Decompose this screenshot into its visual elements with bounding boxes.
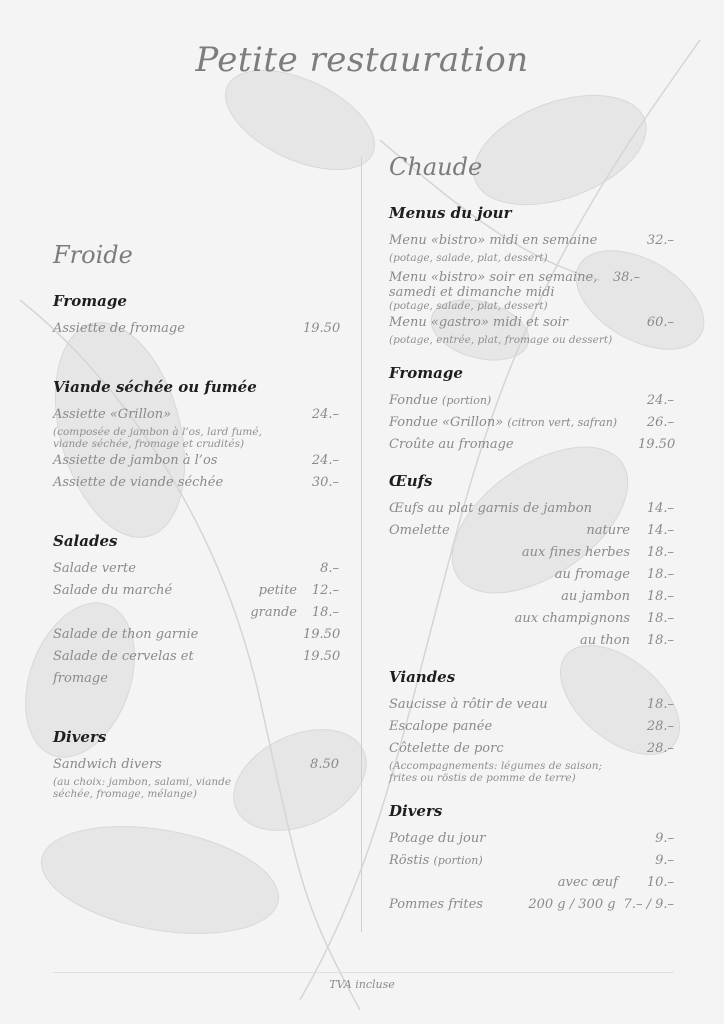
menu-item: [389, 390, 674, 412]
section-heading: Fromage: [53, 292, 127, 310]
item-name: Sandwich divers: [53, 757, 162, 772]
item-name: Croûte au fromage: [389, 437, 514, 452]
menu-item: [389, 694, 674, 716]
omelette-option: au thon: [579, 633, 630, 648]
item-price: 18.–: [311, 605, 339, 620]
item-name: Assiette «Grillon»: [53, 407, 172, 422]
item-name: Saucisse à rôtir de veau: [389, 697, 548, 712]
item-note: (potage, entrée, plat, fromage ou dessert): [389, 334, 613, 346]
menu-item: [389, 738, 674, 760]
item-price: 30.–: [311, 475, 339, 490]
omelette-option: aux champignons: [514, 611, 630, 626]
omelette-option: au jambon: [561, 589, 630, 604]
section-heading: Salades: [53, 532, 118, 550]
item-price: 14.–: [646, 501, 674, 516]
item-name: Röstis (portion): [389, 853, 483, 868]
menu-item: [389, 542, 674, 564]
item-portion: (portion): [442, 394, 492, 407]
item-price: 28.–: [646, 719, 674, 734]
item-name: Fondue (portion): [389, 393, 492, 408]
item-price: 12.–: [311, 583, 339, 598]
item-price: 7.– / 9.–: [623, 897, 674, 912]
menu-item: [53, 624, 339, 646]
item-name: Escalope panée: [389, 719, 493, 734]
item-price: 8.50: [310, 757, 339, 772]
menu-item: [389, 412, 674, 434]
menu-item: [389, 872, 674, 894]
item-name: Salade de cervelas et fromage: [53, 649, 194, 686]
menu-item: [389, 586, 674, 608]
menu-item: [389, 828, 674, 850]
menu-item: [389, 520, 674, 542]
item-price: 8.–: [320, 561, 339, 576]
item-price: 18.–: [646, 545, 674, 560]
item-name: Assiette de jambon à l’os: [53, 453, 218, 468]
item-price: 24.–: [646, 393, 674, 408]
hot-title: Chaude: [389, 153, 483, 181]
section-heading: Œufs: [389, 472, 433, 490]
menu-item: [53, 472, 339, 494]
menu-item: [53, 580, 339, 602]
menu-item: [389, 894, 674, 916]
item-price: 19.50: [303, 627, 341, 642]
section-heading: Viande séchée ou fumée: [53, 378, 257, 396]
section-cold-divers: [53, 726, 339, 800]
cold-column: [53, 238, 339, 800]
section-hot-divers: [389, 800, 674, 916]
item-note: (Accompagnements: légumes de saison; frites ou röstis de pomme de terre): [389, 760, 603, 784]
section-cold-salades: [53, 530, 339, 690]
item-note: (composée de jambon à l’os, lard fumé, viande séchée, fromage et crudités): [53, 426, 262, 450]
section-heading: Divers: [53, 728, 107, 746]
section-heading: Menus du jour: [389, 204, 512, 222]
item-price: 9.–: [655, 831, 674, 846]
item-note: (au choix: jambon, salami, viande séchée, fromage, mélange): [53, 776, 232, 800]
menu-item: [389, 498, 674, 520]
item-price: 19.50: [303, 321, 341, 336]
menu-item: [53, 646, 339, 690]
item-note: (potage, salade, plat, dessert): [389, 300, 548, 312]
section-cold-viande: [53, 376, 339, 494]
item-portion: (citron vert, safran): [507, 416, 618, 429]
menu-item: [389, 850, 674, 872]
menu-item: [389, 716, 674, 738]
column-divider: [361, 157, 362, 932]
item-price: 26.–: [646, 415, 674, 430]
menu-item: [53, 558, 339, 580]
footer-tva: TVA incluse: [329, 978, 395, 991]
item-name: Fondue «Grillon» (citron vert, safran): [389, 415, 618, 430]
section-heading: Fromage: [389, 364, 463, 382]
item-price: 18.–: [646, 633, 674, 648]
item-price: 24.–: [311, 407, 339, 422]
omelette-option: nature: [586, 523, 630, 538]
menu-item: [53, 754, 339, 776]
cold-title: Froide: [53, 241, 133, 269]
menu-item: [389, 608, 674, 630]
item-note: (potage, salade, plat, dessert): [389, 252, 548, 264]
item-price: 19.50: [303, 649, 341, 664]
item-name: Potage du jour: [389, 831, 486, 846]
item-name: Menu «bistro» soir en semaine, samedi et dimanche midi: [389, 270, 598, 300]
item-name: Salade du marché: [53, 583, 173, 598]
omelette-option: au fromage: [554, 567, 630, 582]
section-hot-fromage: [389, 362, 674, 456]
item-name: Côtelette de porc: [389, 741, 504, 756]
item-name: Menu «gastro» midi et soir: [389, 315, 568, 330]
menu-item: [389, 230, 674, 252]
item-name: Assiette de viande séchée: [53, 475, 224, 490]
item-name: Salade de thon garnie: [53, 627, 199, 642]
item-price: 38.–: [612, 270, 640, 285]
item-price: 18.–: [646, 589, 674, 604]
menu-item: [53, 450, 339, 472]
item-price: 10.–: [646, 875, 674, 890]
item-price: 60.–: [646, 315, 674, 330]
item-price: 18.–: [646, 697, 674, 712]
menu-item: [389, 564, 674, 586]
item-size: petite: [258, 583, 297, 598]
menu-item: [389, 434, 674, 456]
item-price: 24.–: [311, 453, 339, 468]
section-menus: [389, 202, 674, 346]
item-price: 19.50: [638, 437, 676, 452]
section-viandes: [389, 666, 674, 784]
omelette-option: aux fines herbes: [521, 545, 630, 560]
item-name: Omelette: [389, 523, 450, 538]
page-title: Petite restauration: [195, 40, 529, 80]
menu-item: [53, 318, 339, 340]
item-name: Pommes frites: [389, 897, 483, 912]
item-name: Œufs au plat garnis de jambon: [389, 501, 593, 516]
menu-item: [389, 630, 674, 652]
item-price: 18.–: [646, 611, 674, 626]
item-name: Salade verte: [53, 561, 136, 576]
item-portion: (portion): [433, 854, 483, 867]
section-heading: Viandes: [389, 668, 456, 686]
item-price: 9.–: [655, 853, 674, 868]
item-price: 18.–: [646, 567, 674, 582]
footer-divider: [53, 972, 674, 973]
menu-item: [389, 270, 674, 300]
section-oeufs: [389, 470, 674, 652]
section-cold-fromage: [53, 290, 339, 340]
item-name: Assiette de fromage: [53, 321, 185, 336]
item-price: 14.–: [646, 523, 674, 538]
menu-item: [53, 602, 339, 624]
item-size: 200 g / 300 g: [528, 897, 616, 912]
item-price: 28.–: [646, 741, 674, 756]
item-price: 32.–: [646, 233, 674, 248]
menu-item: [53, 404, 339, 426]
section-heading: Divers: [389, 802, 443, 820]
item-size: grande: [250, 605, 297, 620]
item-name: Menu «bistro» midi en semaine: [389, 233, 598, 248]
hot-column: [389, 150, 674, 916]
menu-item: [389, 312, 674, 334]
item-option: avec œuf: [557, 875, 618, 890]
